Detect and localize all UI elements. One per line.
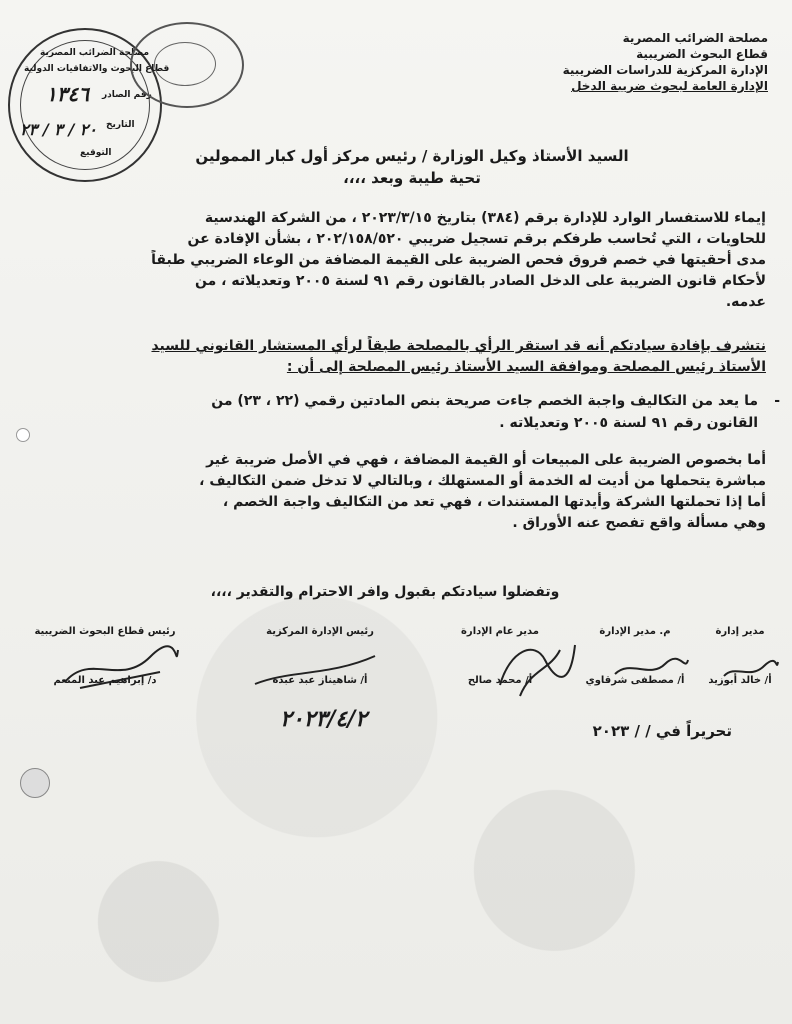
- paragraph-line: أما بخصوص الضريبة على المبيعات أو القيمة المضافة ، فهي في الأصل ضريبة غير: [206, 452, 766, 468]
- punch-hole: [16, 428, 30, 442]
- paragraph-inquiry: [30, 208, 766, 313]
- paragraph-vat: [30, 450, 766, 534]
- letterhead: [508, 30, 768, 94]
- paragraph-line: عدمه.: [725, 294, 766, 310]
- letterhead-line-4: الإدارة العامة لبحوث ضريبة الدخل: [571, 79, 768, 93]
- signature-name: أ/ خالد أبوزيد: [708, 675, 772, 686]
- signature-title: مدير إدارة: [715, 626, 765, 637]
- letterhead-line-2: قطاع البحوث الضريبية: [636, 47, 768, 61]
- stamp-text-4: التاريخ: [106, 120, 135, 130]
- greeting-line: تحية طيبة وبعد ،،،،: [343, 169, 481, 187]
- punch-hole: [20, 768, 50, 798]
- signature-title: م. مدير الإدارة: [599, 626, 671, 637]
- stamp-text-3: رقم الصادر: [102, 90, 152, 100]
- handwritten-signature: [60, 642, 180, 692]
- bullet-dash: -: [774, 393, 780, 409]
- signature-name: أ/ مصطفى شرقاوي: [585, 675, 685, 686]
- stamp-text-2: قطاع البحوث والاتفاقيات الدولية: [24, 64, 170, 74]
- signature-name: أ/ محمد صالح: [467, 675, 533, 686]
- oval-stamp-inner: [154, 42, 216, 86]
- oval-stamp: [130, 22, 244, 108]
- paragraph-line: للحاويات ، التي تُحاسب طرفكم برقم تسجيل ضريبي ٢٠٢/١٥٨/٥٢٠ ، بشأن الإفادة عن: [187, 231, 766, 247]
- paragraph-opinion: [30, 336, 766, 378]
- handwritten-signature: [720, 656, 780, 686]
- paragraph-line: مباشرة يتحملها من أديت له الخدمة أو المستهلك ، وبالتالي لا تدخل ضمن التكاليف ،: [199, 473, 766, 489]
- bullet-line: القانون رقم ٩١ لسنة ٢٠٠٥ وتعديلاته .: [499, 415, 758, 431]
- paragraph-line: مدى أحقيتها في خصم فروق فحص الضريبة على القيمة المضافة من الوعاء الضريبي طبقاً: [151, 252, 766, 268]
- paragraph-line: أما إذا تحملتها الشركة وأيدتها المستندات ، فهي تعد من التكاليف واجبة الخصم ،: [222, 494, 766, 510]
- signature-block: [20, 626, 780, 726]
- stamp-handwritten-number: ١٣٤٦: [46, 82, 89, 106]
- signature-title: رئيس قطاع البحوث الضريبية: [34, 626, 176, 637]
- closing-line: وتفضلوا سيادتكم بقبول وافر الاحترام والتقدير ،،،،: [210, 584, 560, 600]
- paragraph-line: نتشرف بإفادة سيادتكم أنه قد استقر الرأي بالمصلحة طبقاً لرأي المستشار القانوني للسيد: [151, 338, 766, 354]
- bullet-line: ما يعد من التكاليف واجبة الخصم جاءت صريحة بنص المادتين رقمي (٢٢ ، ٢٣) من: [211, 393, 758, 409]
- issue-date: تحريراً في / / ٢٠٢٣: [592, 722, 732, 740]
- stamp-handwritten-date: ٢٠ / ٣ / ٢٣: [20, 120, 97, 139]
- handwritten-signature: [610, 654, 690, 684]
- paragraph-line: وهي مسألة واقع تفصح عنه الأوراق .: [512, 515, 766, 531]
- handwritten-signature: [490, 630, 580, 700]
- handwritten-signature: [250, 650, 380, 690]
- paragraph-line: لأحكام قانون الضريبة على الدخل الصادر بالقانون رقم ٩١ لسنة ٢٠٠٥ وتعديلاته ، من: [195, 273, 766, 289]
- stamp-text-1: مصلحة الضرائب المصرية: [40, 48, 150, 58]
- signature-title: رئيس الإدارة المركزية: [266, 626, 374, 637]
- signature-name: د/ إبراهيم عبد المنعم: [53, 675, 157, 686]
- signature-title: مدير عام الإدارة: [461, 626, 539, 637]
- letterhead-line-3: الإدارة المركزية للدراسات الضريبية: [562, 63, 768, 77]
- letterhead-line-1: مصلحة الضرائب المصرية: [622, 31, 768, 45]
- paragraph-line: إيماء للاستفسار الوارد للإدارة برقم (٣٨٤) بتاريخ ٢٠٢٣/٣/١٥ ، من الشركة الهندسية: [204, 210, 766, 226]
- signature-name: أ/ شاهيناز عبد عبده: [272, 675, 368, 686]
- paragraph-line: الأستاذ رئيس المصلحة وموافقة السيد الأستاذ رئيس المصلحة إلى أن :: [286, 359, 766, 375]
- addressee: [182, 145, 642, 189]
- handwritten-date: ٢٠٢٣/٤/٢: [280, 706, 367, 732]
- addressee-line: السيد الأستاذ وكيل الوزارة / رئيس مركز أول كبار الممولين: [195, 147, 629, 165]
- bullet-item: [58, 390, 780, 434]
- stamp-text-5: التوقيع: [80, 148, 112, 158]
